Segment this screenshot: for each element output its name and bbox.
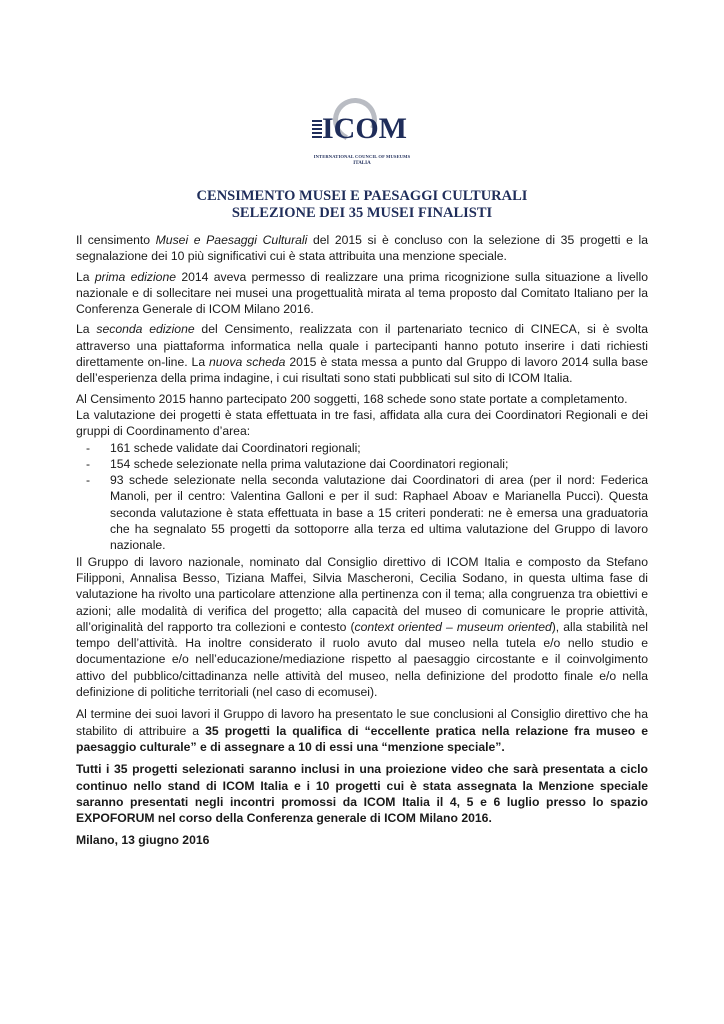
text: del Censimento, realizzata con il partenariato tecnico di CINECA, si è svolta attraverso una piattaforma informatica nella quale i partecipanti hanno potuto inserire i dati richiesti direttamente on-line. La — [76, 322, 648, 370]
paragraph-national-group — [76, 554, 648, 701]
document-body — [76, 232, 648, 849]
text: 2014 aveva permesso di realizzare una prima ricognizione sulla situazione a livello nazionale e di sollecitare nei musei una progettualità mirata al tema proposto dal Comitato Italiano per la Conferenza Generale di ICOM Milano 2016. — [76, 269, 648, 317]
bold-text: Milano, 13 giugno 2016 — [76, 833, 210, 848]
paragraph-first-edition — [76, 269, 648, 318]
italic-text: nuova scheda — [209, 355, 286, 370]
text: ), alla stabilità nel tempo dell’attività. Ha inoltre considerato il ruolo avuto dal museo nella tutela e/o nello studio e documentazione e/o nell’educazione/mediazione rispetto al paesaggio circostante e il coinvolgimento attivo del pubblico/cittadinanza nelle attività del museo, nella definizione del prodotto finale e/o nella definizione di politiche territoriali (nel caso di ecomusei). — [76, 619, 648, 700]
text: del 2015 si è concluso con la selezione di 35 progetti e la segnalazione dei 10 più significativi cui è stata attribuita una menzione speciale. — [76, 233, 648, 264]
paragraph-projection — [76, 761, 648, 826]
logo-subtitle: INTERNATIONAL COUNCIL OF MUSEUMS — [313, 154, 411, 159]
logo-bars-icon — [312, 120, 322, 140]
bold-text: 35 progetti la qualifica di “eccellente pratica nella relazione fra museo e paesaggio culturale” e di assegnare a 10 di essi una “menzione speciale”. — [76, 723, 648, 754]
logo-country: ITALIA — [353, 161, 371, 166]
bold-text: Tutti i 35 progetti selezionati saranno inclusi in una proiezione video che sarà presentata a ciclo continuo nello stand di ICOM Italia e i 10 progetti cui è stata assegnata la Menzione speciale saranno presentati negli incontri promossi da ICOM Italia il 4, 5 e 6 luglio presso lo spazio EXPOFORUM nel corso della Conferenza generale di ICOM Milano 2016. — [76, 762, 648, 826]
icom-logo — [300, 96, 424, 174]
italic-text: context oriented – museum oriented — [354, 619, 552, 634]
text: Il censimento — [76, 233, 156, 247]
paragraph-participation: Al Censimento 2015 hanno partecipato 200 soggetti, 168 schede sono state portate a completamento. — [76, 391, 628, 406]
italic-text: prima edizione — [94, 269, 177, 284]
title-line-2: SELEZIONE DEI 35 MUSEI FINALISTI — [231, 205, 493, 221]
document-title — [0, 188, 724, 222]
logo-wordmark: ICOM — [322, 112, 407, 145]
list-item — [76, 456, 648, 472]
list-item-text: 154 schede selezionate nella prima valutazione dai Coordinatori regionali; — [110, 456, 509, 471]
dash-bullet: - — [86, 456, 91, 471]
list-item — [76, 472, 648, 553]
list-item-text: 93 schede selezionate nella seconda valutazione dai Coordinatori di area (per il nord: Federica Manoli, per il centro: Valentina Galloni e per il sud: Raphael Aboav e Marianella Pucci). Questa seconda valutazione è stata effettuata in base a 15 criteri ponderati: ne è emersa una graduatoria che ha segnalato 55 progetti da sottoporre alla terza ed ultima valutazione del Gruppo di lavoro nazionale. — [110, 473, 648, 553]
paragraph-second-edition — [76, 321, 648, 386]
paragraph-conclusions — [76, 706, 648, 755]
text: La — [76, 269, 95, 284]
signature-date — [76, 832, 648, 848]
dash-bullet: - — [86, 440, 91, 455]
italic-text: seconda edizione — [96, 322, 195, 337]
text: La — [76, 322, 97, 337]
list-item-text: 161 schede validate dai Coordinatori regionali; — [110, 440, 361, 455]
dash-bullet: - — [86, 473, 91, 488]
text: Il Gruppo di lavoro nazionale, nominato dal Consiglio direttivo di ICOM Italia e composto da Stefano Filipponi, Annalisa Besso, Tiziana Maffei, Silvia Mascheroni, Cecilia Sodano, in questa ultima fase di valutazione ha rivolto una particolare attenzione alla pertinenza con il tema; alla congruenza tra obiettivi e azioni; alle modalità di verifica del progetto; alla capacità del museo di comunicare le proprie attività, all’originalità del rapporto tra collezioni e contesto ( — [76, 554, 648, 634]
text: 2015 è stata messa a punto dal Gruppo di lavoro 2014 sulla base dell’esperienza della prima indagine, i cui risultati sono stati pubblicati sul sito di ICOM Italia. — [76, 355, 648, 386]
list-item — [76, 440, 648, 456]
title-line-1: CENSIMENTO MUSEI E PAESAGGI CULTURALI — [196, 188, 528, 204]
paragraph-intro — [76, 232, 648, 265]
paragraph-evaluation: La valutazione dei progetti è stata effettuata in tre fasi, affidata alla cura dei Coordinatori Regionali e dei gruppi di Coordinamento d’area: — [76, 407, 648, 439]
evaluation-list — [76, 440, 648, 554]
italic-text: Musei e Paesaggi Culturali — [155, 233, 308, 247]
text: Al termine dei suoi lavori il Gruppo di lavoro ha presentato le sue conclusioni al Consiglio direttivo che ha stabilito di attribuire a — [76, 707, 648, 738]
